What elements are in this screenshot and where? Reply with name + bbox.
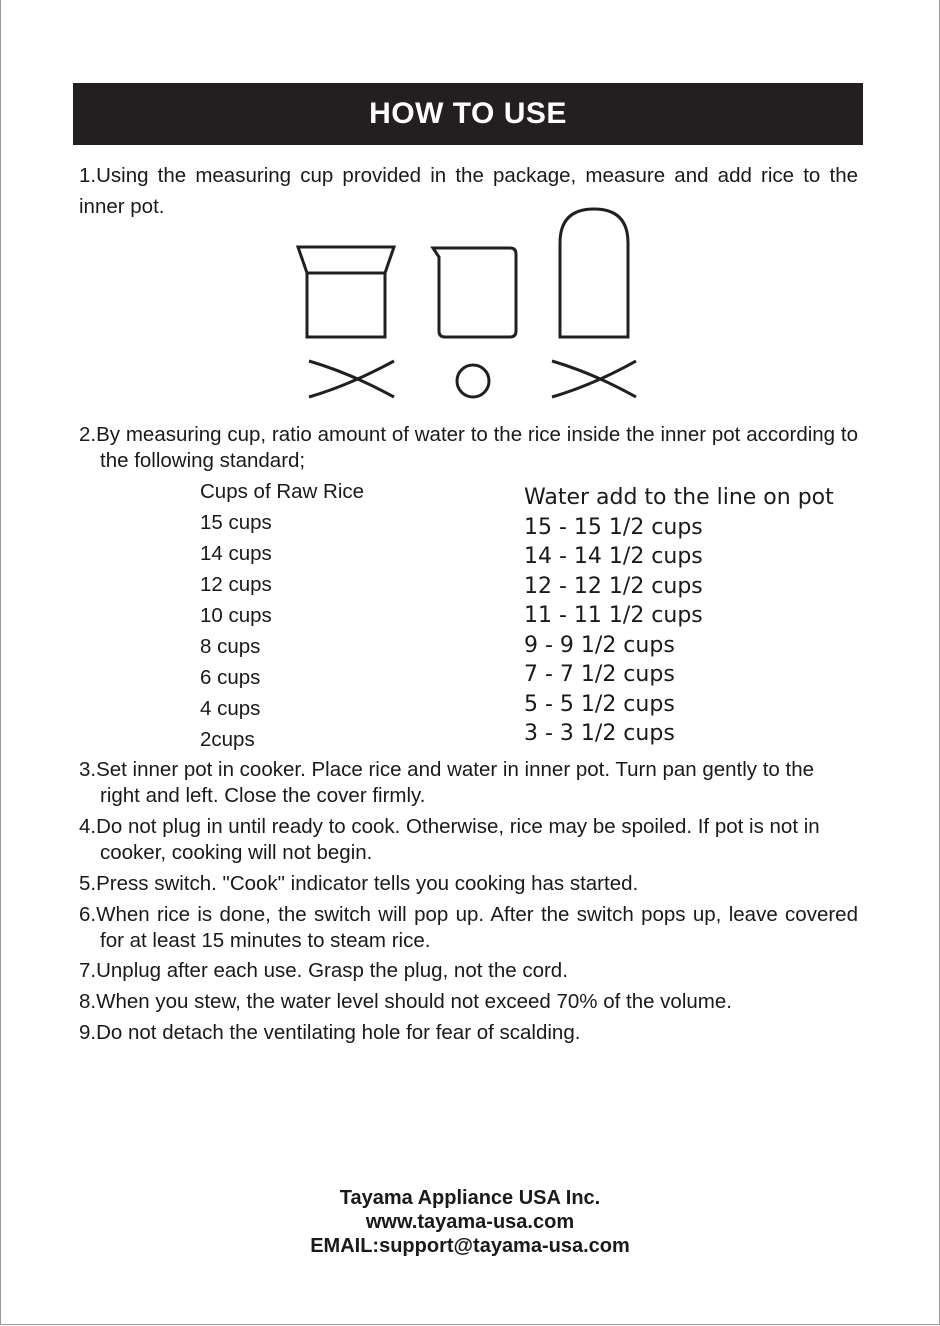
email-contact: EMAIL:support@tayama-usa.com [310, 1235, 630, 1257]
step-6: 6.When rice is done, the switch will pop up. After the switch pops up, leave covered for at least 15 minutes to steam rice. [79, 903, 858, 952]
water-row: 9 - 9 1/2 cups [524, 632, 675, 658]
rice-row: 4 cups [200, 697, 261, 720]
rice-row: 10 cups [200, 604, 272, 627]
rice-header: Cups of Raw Rice [200, 480, 365, 503]
step-7: 7.Unplug after each use. Grasp the plug, not the cord. [79, 959, 568, 982]
page-title: HOW TO USE [369, 97, 567, 130]
water-header: Water add to the line on pot [524, 485, 834, 510]
footer [0, 1186, 940, 1258]
measuring-illustration [290, 205, 650, 405]
website-link: www.tayama-usa.com [365, 1211, 575, 1233]
cross-mark-icon [552, 361, 636, 397]
step-3: 3.Set inner pot in cooker. Place rice and water in inner pot. Turn pan gently to the right and left. Close the cover firmly. [79, 758, 815, 807]
water-row: 12 - 12 1/2 cups [524, 573, 703, 599]
rice-row: 15 cups [200, 511, 272, 534]
rice-row: 6 cups [200, 666, 261, 689]
water-row: 15 - 15 1/2 cups [524, 514, 703, 540]
rice-column [200, 476, 364, 755]
header-bar [73, 83, 863, 145]
step-1: 1.Using the measuring cup provided in the package, measure and add rice to the inner pot. [79, 164, 858, 218]
rice-row: 14 cups [200, 542, 272, 565]
rice-row: 12 cups [200, 573, 272, 596]
water-row: 5 - 5 1/2 cups [524, 691, 675, 717]
cross-mark-icon [309, 361, 394, 397]
water-row: 14 - 14 1/2 cups [524, 544, 703, 569]
circle-mark-icon [457, 365, 489, 397]
water-row: 11 - 11 1/2 cups [524, 603, 703, 628]
step-2: 2.By measuring cup, ratio amount of water to the rice inside the inner pot according to the following standard; [79, 423, 858, 472]
step-9: 9.Do not detach the ventilating hole for fear of scalding. [79, 1021, 581, 1044]
step-8: 8.When you stew, the water level should not exceed 70% of the volume. [79, 990, 732, 1013]
wide-cup-icon [298, 247, 394, 337]
tall-cup-icon [560, 209, 628, 337]
water-row: 3 - 3 1/2 cups [524, 721, 675, 746]
water-column [524, 483, 834, 749]
rice-row: 2cups [200, 728, 255, 751]
step-5: 5.Press switch. "Cook" indicator tells you cooking has started. [79, 872, 639, 895]
step-4: 4.Do not plug in until ready to cook. Otherwise, rice may be spoiled. If pot is not in cooker, cooking will not begin. [79, 815, 820, 864]
water-row: 7 - 7 1/2 cups [524, 662, 675, 687]
measuring-cup-icon [433, 248, 516, 337]
company-name: Tayama Appliance USA Inc. [339, 1187, 601, 1209]
rice-row: 8 cups [200, 635, 261, 658]
